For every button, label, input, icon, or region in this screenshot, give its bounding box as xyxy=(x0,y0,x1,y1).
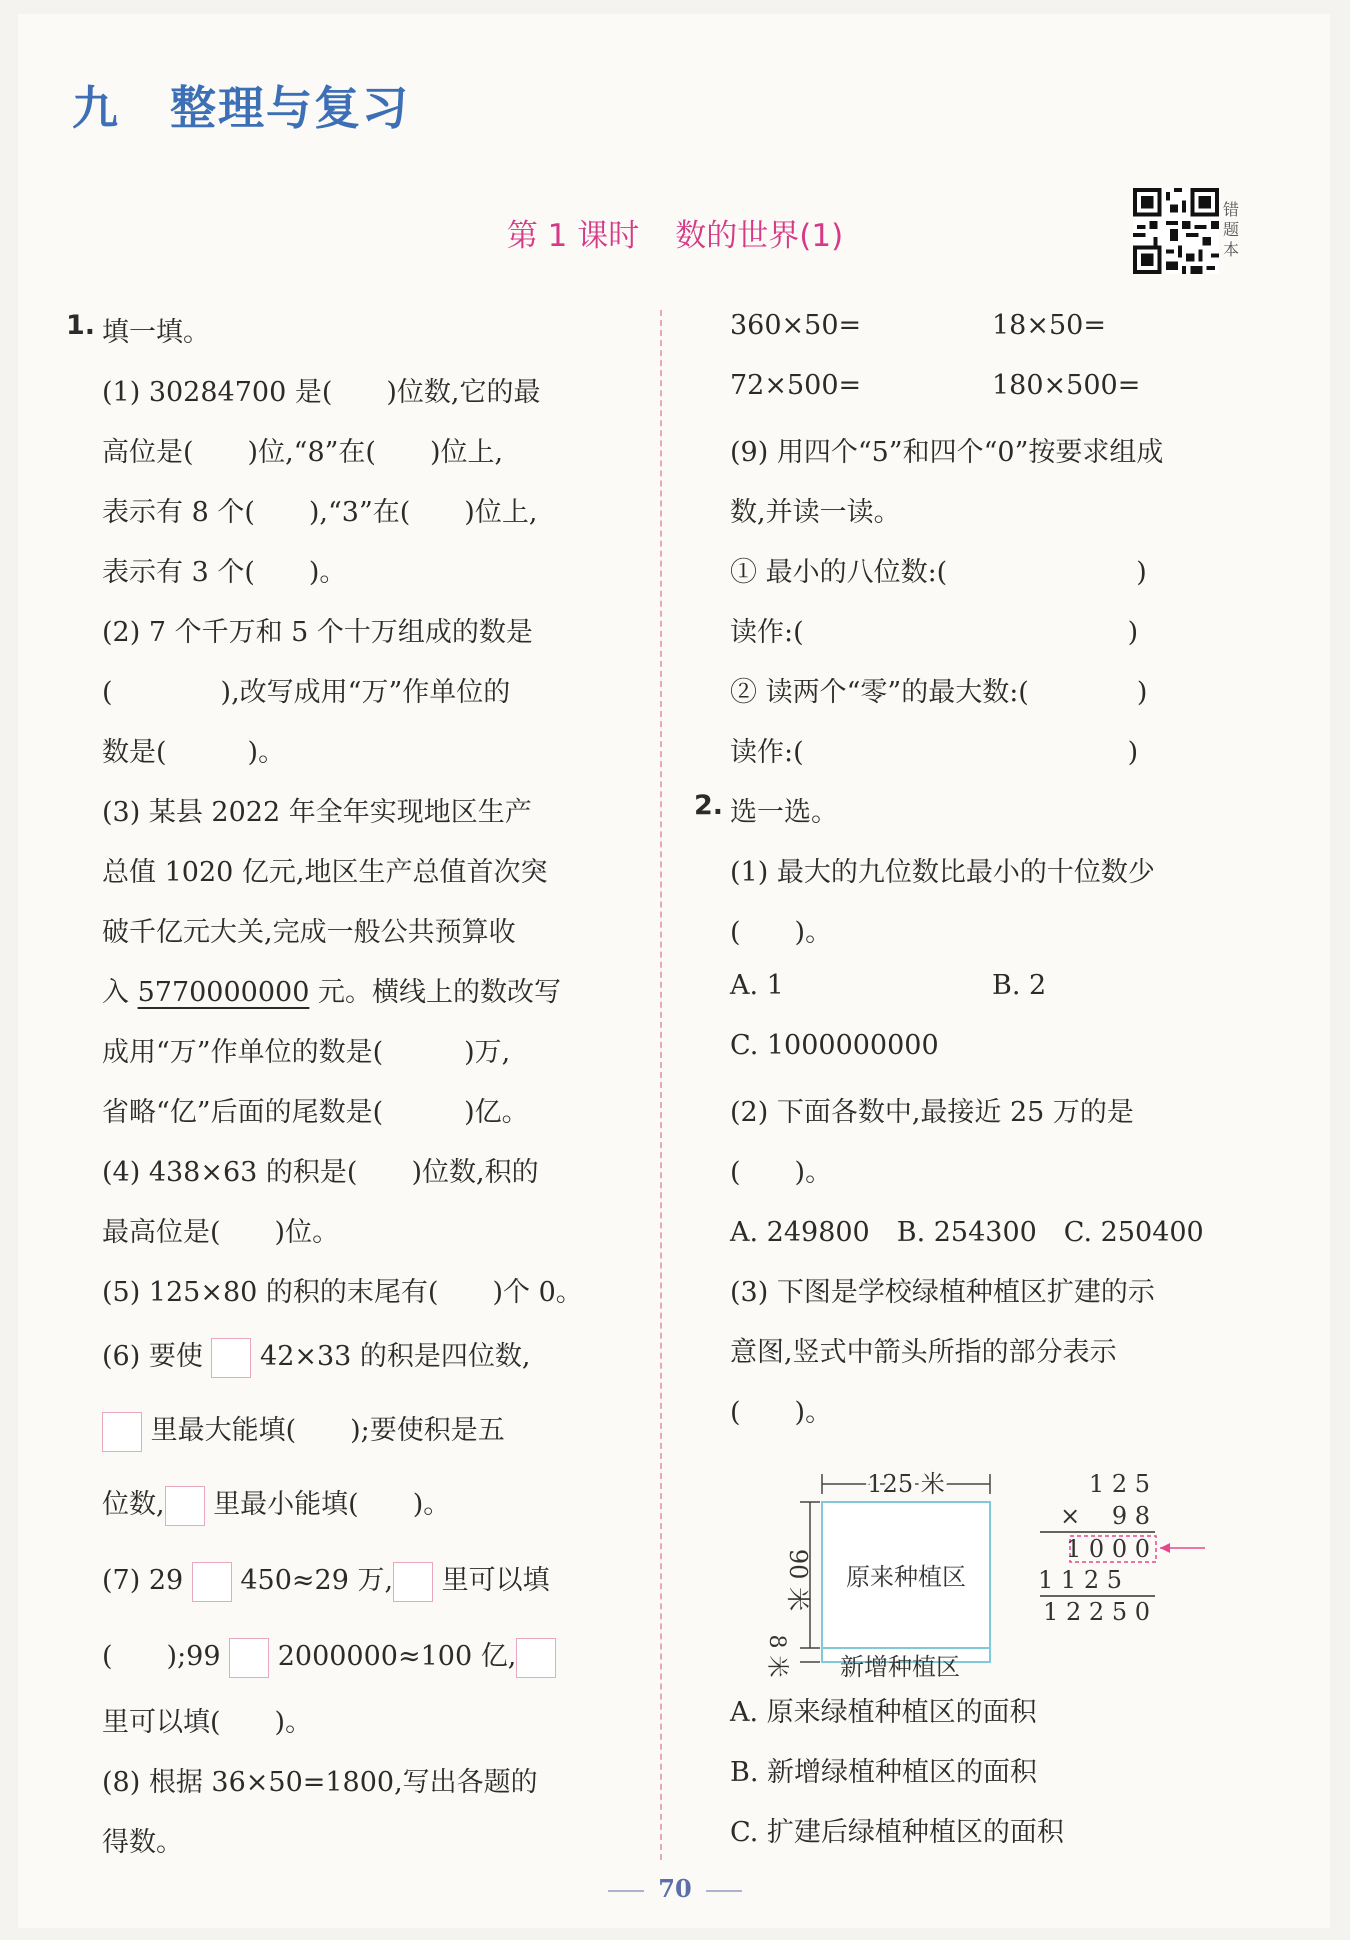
text-line: 总值 1020 亿元,地区生产总值首次突 xyxy=(102,857,548,888)
extra-height-label: 8 米 xyxy=(764,1634,789,1678)
option-b[interactable]: B. 新增绿植种植区的面积 xyxy=(730,1757,1038,1788)
text-line: 数是( )。 xyxy=(102,737,286,768)
mult-row-1: 1 2 5 xyxy=(1088,1470,1150,1498)
column-divider xyxy=(660,310,662,1860)
option-a[interactable]: A. 原来绿植种植区的面积 xyxy=(730,1697,1037,1728)
qr-label: 错 题 本 xyxy=(1223,200,1240,259)
question-2-number: 2. xyxy=(694,790,724,821)
text-line: ( )。 xyxy=(730,917,833,948)
original-area-label: 原来种植区 xyxy=(846,1563,966,1591)
lesson-period: 第 1 课时 xyxy=(506,218,640,254)
chapter-title: 整理与复习 xyxy=(170,81,410,135)
text-line: (3) 某县 2022 年全年实现地区生产 xyxy=(102,797,532,828)
text-line: (6) 要使 42×33 的积是四位数, xyxy=(102,1334,531,1378)
text-line: 成用“万”作单位的数是( )万, xyxy=(102,1037,511,1068)
new-area-label: 新增种植区 xyxy=(840,1653,960,1680)
calc-item: 72×500= xyxy=(730,370,862,401)
text-line: (3) 下图是学校绿植种植区扩建的示 xyxy=(730,1277,1155,1308)
text-line: 表示有 3 个( )。 xyxy=(102,557,347,588)
question-2-title: 选一选。 xyxy=(730,797,838,828)
question-1-number: 1. xyxy=(66,310,96,341)
text-line: (8) 根据 36×50=1800,写出各题的 xyxy=(102,1767,538,1798)
text-line: (2) 7 个千万和 5 个十万组成的数是 xyxy=(102,617,533,648)
text-line: 位数, 里最小能填( )。 xyxy=(102,1482,450,1526)
text-line: 入 5770000000 元。横线上的数改写 xyxy=(102,977,561,1008)
text-line: (7) 29 450≈29 万, 里可以填 xyxy=(102,1558,550,1602)
page-number: 70 xyxy=(658,1874,692,1903)
mult-row-3: 1 0 0 0 xyxy=(1066,1535,1150,1563)
options-line[interactable]: A. 249800 B. 254300 C. 250400 xyxy=(730,1217,1204,1248)
mult-row-4: 1 1 2 5 xyxy=(1038,1566,1122,1594)
answer-box[interactable] xyxy=(165,1486,205,1526)
chapter-number: 九 xyxy=(72,81,120,135)
text-line: 表示有 8 个( ),“3”在( )位上, xyxy=(102,497,538,528)
text-line: (9) 用四个“5”和四个“0”按要求组成 xyxy=(730,437,1164,468)
answer-box[interactable] xyxy=(393,1562,433,1602)
text-line: 破千亿元大关,完成一般公共预算收 xyxy=(102,917,516,948)
text-line: (5) 125×80 的积的末尾有( )个 0。 xyxy=(102,1277,583,1308)
width-label: 125 米 xyxy=(867,1470,945,1498)
answer-box[interactable] xyxy=(229,1638,269,1678)
underlined-number: 5770000000 xyxy=(137,977,310,1008)
option-c[interactable]: C. 扩建后绿植种植区的面积 xyxy=(730,1817,1064,1848)
qr-code-icon[interactable] xyxy=(1133,188,1219,274)
text-line: ( )。 xyxy=(730,1397,833,1428)
text-line: ① 最小的八位数:( ) xyxy=(730,557,1147,588)
text-line: ② 读两个“零”的最大数:( ) xyxy=(730,677,1148,708)
text-line: 里最大能填( );要使积是五 xyxy=(102,1408,505,1452)
answer-box[interactable] xyxy=(102,1412,142,1452)
option-a[interactable]: A. 1 xyxy=(730,970,784,1001)
text-line: (1) 30284700 是( )位数,它的最 xyxy=(102,377,541,408)
answer-box[interactable] xyxy=(516,1638,556,1678)
text-line: 读作:( ) xyxy=(730,617,1139,648)
height-label: 90 米 xyxy=(784,1548,812,1612)
text-line: ( )。 xyxy=(730,1157,833,1188)
chapter-heading xyxy=(72,72,410,138)
planting-area-diagram xyxy=(740,1460,1260,1680)
text-line: 最高位是( )位。 xyxy=(102,1217,340,1248)
text-line: ( );99 2000000≈100 亿, xyxy=(102,1634,556,1678)
mult-row-5: 1 2 2 5 0 xyxy=(1043,1598,1150,1626)
text-line: (1) 最大的九位数比最小的十位数少 xyxy=(730,857,1155,888)
text-line: 高位是( )位,“8”在( )位上, xyxy=(102,437,504,468)
question-1-title: 填一填。 xyxy=(102,317,210,348)
page-footer xyxy=(0,1874,1350,1903)
option-b[interactable]: B. 2 xyxy=(992,970,1047,1001)
text-line: 省略“亿”后面的尾数是( )亿。 xyxy=(102,1097,529,1128)
text-line: 数,并读一读。 xyxy=(730,497,901,528)
lesson-topic: 数的世界(1) xyxy=(675,218,844,254)
text-line: (4) 438×63 的积是( )位数,积的 xyxy=(102,1157,539,1188)
answer-box[interactable] xyxy=(211,1338,251,1378)
text-line: (2) 下面各数中,最接近 25 万的是 xyxy=(730,1097,1134,1128)
answer-box[interactable] xyxy=(192,1562,232,1602)
calc-item: 180×500= xyxy=(992,370,1141,401)
text-line: 读作:( ) xyxy=(730,737,1139,768)
text-line: ( ),改写成用“万”作单位的 xyxy=(102,677,511,708)
calc-item: 360×50= xyxy=(730,310,862,341)
text-line: 得数。 xyxy=(102,1827,183,1858)
calc-item: 18×50= xyxy=(992,310,1106,341)
option-c[interactable]: C. 1000000000 xyxy=(730,1030,939,1061)
text-line: 里可以填( )。 xyxy=(102,1707,313,1738)
text-line: 意图,竖式中箭头所指的部分表示 xyxy=(730,1337,1117,1368)
mult-row-2: × 9 8 xyxy=(1060,1502,1150,1530)
